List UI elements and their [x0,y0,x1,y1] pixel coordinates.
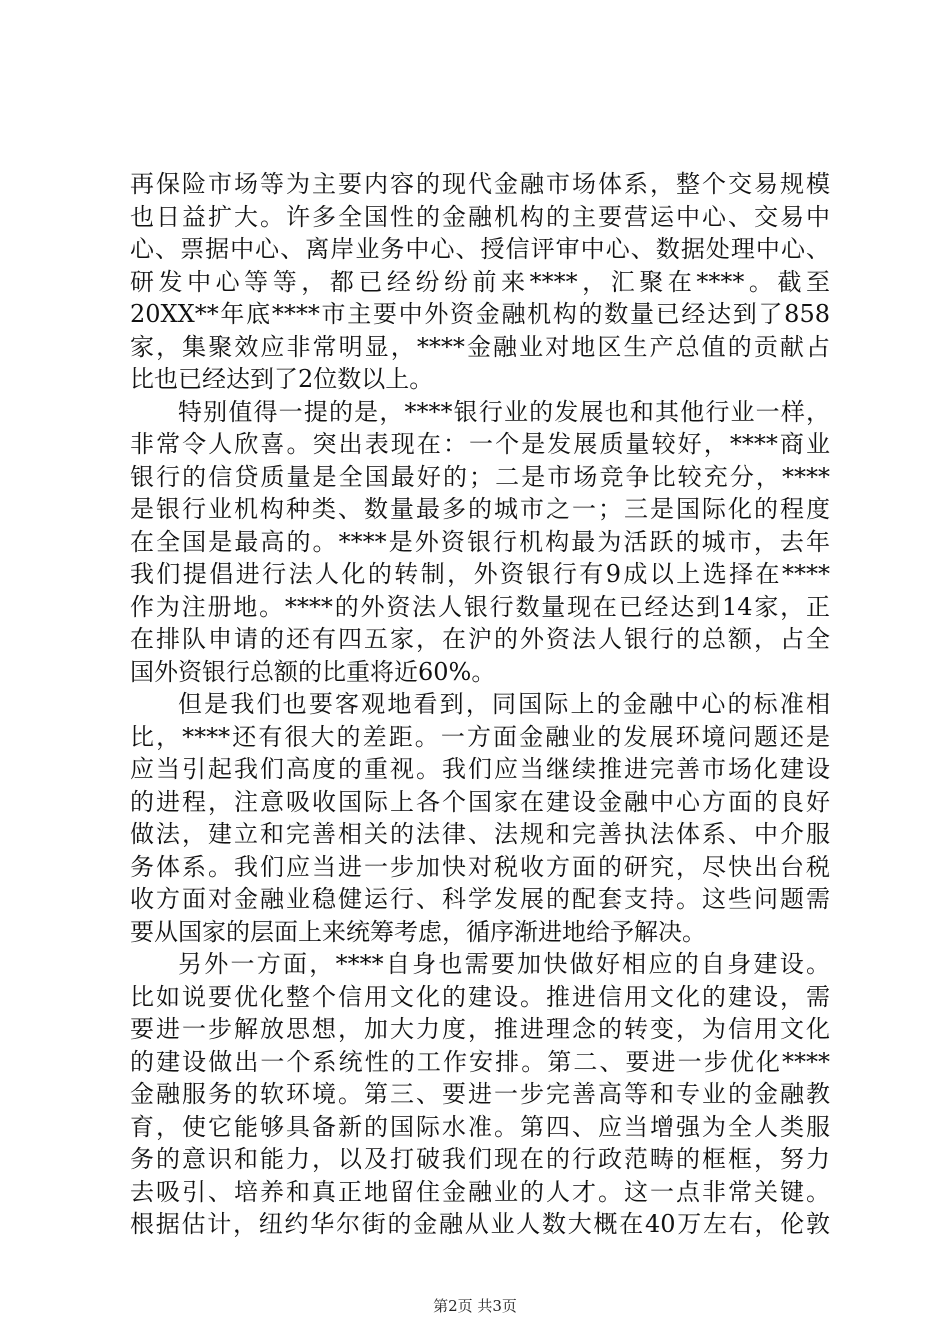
page-footer: 第2页 共3页 [433,1297,517,1315]
text-line: 应当引起我们高度的重视。我们应当继续推进完善市场化建设 [130,755,830,783]
text-line: 做法，建立和完善相关的法律、法规和完善执法体系、中介服 [130,820,830,848]
text-line: 再保险市场等为主要内容的现代金融市场体系，整个交易规模 [130,170,830,198]
text-line: 要进一步解放思想，加大力度，推进理念的转变，为信用文化 [130,1015,830,1043]
paragraph-end-line: 国外资银行总额的比重将近60%。 [130,657,496,686]
text-line: 的进程，注意吸收国际上各个国家在建设金融中心方面的良好 [130,787,830,816]
text-line: 也日益扩大。许多全国性的金融机构的主要营运中心、交易中 [130,202,830,231]
text-line: 非常令人欣喜。突出表现在：一个是发展质量较好，****商业 [130,430,830,458]
text-line: 育，使它能够具备新的国际水准。第四、应当增强为全人类服 [130,1112,830,1141]
text-line: 比如说要优化整个信用文化的建设。推进信用文化的建设，需 [130,982,830,1011]
text-line: 去吸引、培养和真正地留住金融业的人才。这一点非常关键。 [130,1177,830,1206]
text-line: 务的意识和能力，以及打破我们现在的行政范畴的框框，努力 [130,1145,830,1173]
text-line: 家，集聚效应非常明显，****金融业对地区生产总值的贡献占 [130,332,830,361]
text-line: 在全国是最高的。****是外资银行机构最为活跃的城市，去年 [130,527,830,556]
paragraph-end-line: 比也已经达到了2位数以上。 [130,365,434,393]
text-line: 20XX**年底****市主要中外资金融机构的数量已经达到了858 [130,300,830,328]
text-line: 作为注册地。****的外资法人银行数量现在已经达到14家，正 [130,592,830,621]
text-line: 收方面对金融业稳健运行、科学发展的配套支持。这些问题需 [130,885,830,913]
text-line: 是银行业机构种类、数量最多的城市之一；三是国际化的程度 [130,495,830,523]
paragraph-first-line: 特别值得一提的是，****银行业的发展也和其他行业一样， [178,397,830,426]
text-line: 根据估计，纽约华尔街的金融从业人数大概在40万左右，伦敦 [130,1210,830,1238]
text-line: 金融服务的软环境。第三、要进一步完善高等和专业的金融教 [130,1080,830,1108]
text-line: 的建设做出一个系统性的工作安排。第二、要进一步优化**** [130,1047,830,1076]
text-line: 我们提倡进行法人化的转制，外资银行有9成以上选择在**** [130,560,830,588]
text-line: 研发中心等等，都已经纷纷前来****，汇聚在****。截至 [130,267,830,296]
text-line: 务体系。我们应当进一步加快对税收方面的研究，尽快出台税 [130,852,830,881]
text-line: 在排队申请的还有四五家，在沪的外资法人银行的总额，占全 [130,625,830,653]
text-line: 心、票据中心、离岸业务中心、授信评审中心、数据处理中心、 [130,235,830,263]
paragraph-first-line: 但是我们也要客观地看到，同国际上的金融中心的标准相 [178,690,830,718]
text-line: 比，****还有很大的差距。一方面金融业的发展环境问题还是 [130,722,830,751]
paragraph-end-line: 要从国家的层面上来统筹考虑，循序渐进地给予解决。 [130,917,706,946]
paragraph-first-line: 另外一方面，****自身也需要加快做好相应的自身建设。 [178,950,830,978]
text-line: 银行的信贷质量是全国最好的；二是市场竞争比较充分，**** [130,462,830,491]
body-text [130,168,830,1241]
